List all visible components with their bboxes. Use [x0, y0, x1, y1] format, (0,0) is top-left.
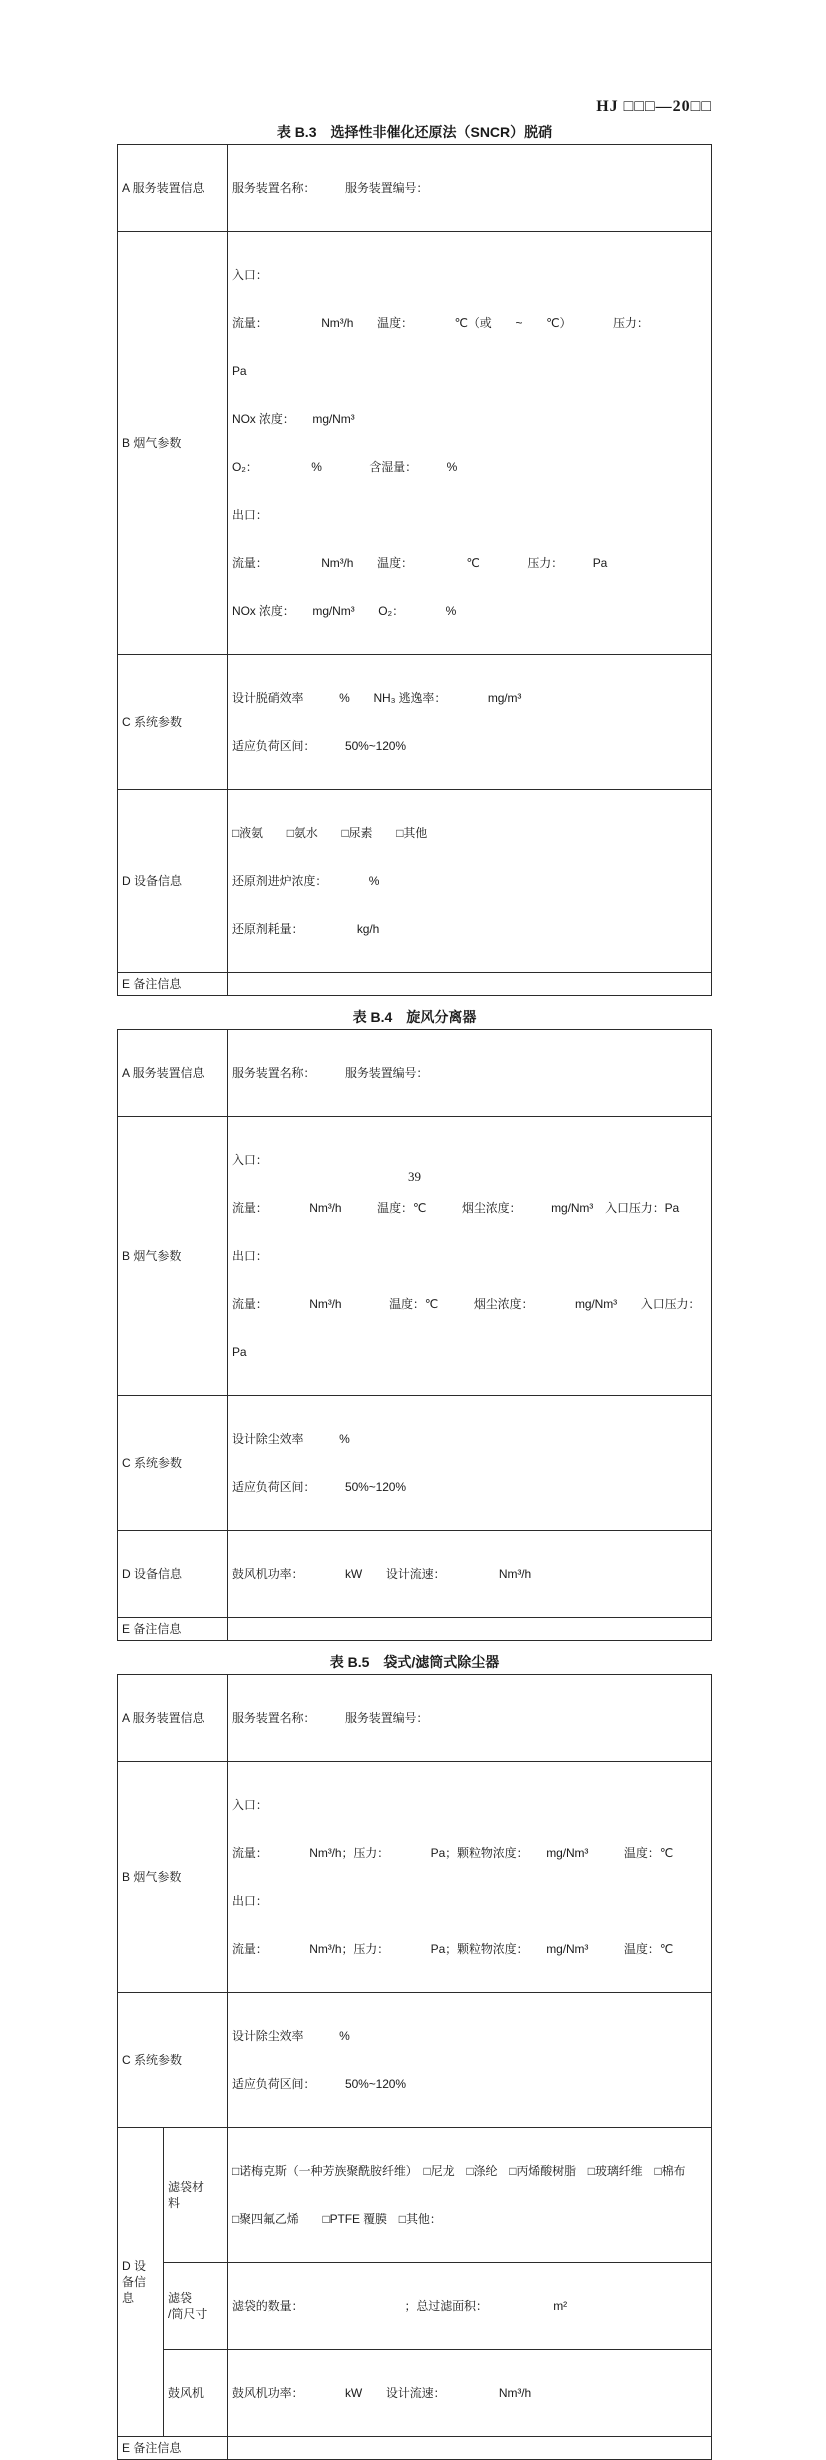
row-content-cell [228, 790, 712, 973]
content-line checkbox-options: □聚四氟乙烯 □PTFE 覆膜 □其他： [232, 2212, 442, 2226]
table-b3-title: 表 B.3 选择性非催化还原法（SNCR）脱硝 [276, 124, 553, 140]
table-row-e [118, 973, 712, 996]
row-content-cell [228, 1762, 712, 1993]
content-line: 滤袋的数量： ；总过滤面积： m² [232, 2299, 567, 2313]
row-label: B 烟气参数 [118, 1117, 228, 1396]
page-content [117, 97, 712, 2460]
content-line checkbox-options: □液氨 □氨水 □尿素 □其他 [232, 826, 428, 840]
row-label: E 备注信息 [118, 2437, 228, 2460]
table-row-d-bag-size [118, 2263, 712, 2350]
row-content-cell-empty [228, 973, 712, 996]
content-line: 设计除尘效率 % [232, 2029, 350, 2043]
row-content-cell-empty [228, 2437, 712, 2460]
content-line: O₂： % 含湿量： % [232, 460, 458, 474]
table-row-a [118, 145, 712, 232]
content-line: 服务装置名称： 服务装置编号： [232, 1711, 429, 1725]
row-label: C 系统参数 [118, 1993, 228, 2128]
content-line: 鼓风机功率： kW 设计流速： Nm³/h [232, 1567, 532, 1581]
table-row-a [118, 1030, 712, 1117]
table-row-d-blower [118, 2350, 712, 2437]
row-content-cell [228, 232, 712, 655]
row-content-cell [228, 1531, 712, 1618]
content-line: 出口： [232, 1894, 268, 1908]
content-line: 流量： Nm³/h 温度： ℃（或 ~ ℃） 压力： [232, 316, 649, 330]
table-b4-title: 表 B.4 旋风分离器 [352, 1009, 477, 1025]
content-line: 流量： Nm³/h；压力： Pa；颗粒物浓度： mg/Nm³ 温度：℃ [232, 1846, 674, 1860]
content-line: 入口： [232, 1798, 268, 1812]
table-row-d [118, 1531, 712, 1618]
content-line checkbox-options: □诺梅克斯（一种芳族聚酰胺纤维） □尼龙 □涤纶 □丙烯酸树脂 □玻璃纤维 □棉布 [232, 2164, 686, 2178]
content-line: NOx 浓度： mg/Nm³ [232, 412, 355, 426]
content-line: 流量： Nm³/h 温度：℃ 烟尘浓度： mg/Nm³ 入口压力：Pa [232, 1201, 680, 1215]
content-line: 适应负荷区间： 50%~120% [232, 1480, 406, 1494]
row-label: A 服务装置信息 [118, 1030, 228, 1117]
row-content-cell [228, 145, 712, 232]
table-row-d [118, 790, 712, 973]
row-content-cell [228, 2350, 712, 2437]
table-b5-title: 表 B.5 袋式/滤筒式除尘器 [329, 1654, 500, 1670]
row-label: D 设备信息 [118, 790, 228, 973]
content-line: 鼓风机功率： kW 设计流速： Nm³/h [232, 2386, 532, 2400]
table-row-e [118, 2437, 712, 2460]
row-content-cell [228, 2128, 712, 2263]
row-label: D 设备信息 [118, 1531, 228, 1618]
content-line: 服务装置名称： 服务装置编号： [232, 181, 429, 195]
row-content-cell [228, 1030, 712, 1117]
sub-row-label-filter-material: 滤袋材 料 [164, 2128, 228, 2263]
content-line: Pa [232, 1345, 247, 1359]
table-b5 [117, 1674, 712, 2460]
content-line: 入口： [232, 1153, 268, 1167]
content-line: 流量： Nm³/h 温度： ℃ 压力： Pa [232, 556, 608, 570]
content-line: 设计脱硝效率 % NH₃ 逃逸率： mg/m³ [232, 691, 522, 705]
table-row-d-filter-material [118, 2128, 712, 2263]
row-label: C 系统参数 [118, 655, 228, 790]
table-row-e [118, 1618, 712, 1641]
content-line: 设计除尘效率 % [232, 1432, 350, 1446]
doc-code: HJ □□□—20□□ [596, 98, 712, 115]
row-content-cell [228, 2263, 712, 2350]
sub-row-label-bag-size: 滤袋 /筒尺寸 [164, 2263, 228, 2350]
row-label: B 烟气参数 [118, 232, 228, 655]
row-content-cell [228, 655, 712, 790]
table-row-c [118, 655, 712, 790]
table-row-a [118, 1675, 712, 1762]
row-content-cell [228, 1117, 712, 1396]
content-line: 还原剂耗量： kg/h [232, 922, 380, 936]
content-line: 出口： [232, 1249, 268, 1263]
table-row-c [118, 1396, 712, 1531]
content-line: 适应负荷区间： 50%~120% [232, 2077, 406, 2091]
table-row-b [118, 232, 712, 655]
content-line: Pa [232, 364, 247, 378]
content-line: 适应负荷区间： 50%~120% [232, 739, 406, 753]
row-content-cell [228, 1993, 712, 2128]
row-content-cell [228, 1396, 712, 1531]
page-number: 39 [408, 1169, 421, 1184]
table-row-b [118, 1762, 712, 1993]
row-label: B 烟气参数 [118, 1762, 228, 1993]
row-label: C 系统参数 [118, 1396, 228, 1531]
content-line: 出口： [232, 508, 268, 522]
row-label: E 备注信息 [118, 1618, 228, 1641]
table-b4 [117, 1029, 712, 1641]
row-label: A 服务装置信息 [118, 145, 228, 232]
row-label-equipment-info: D 设 备信 息 [118, 2128, 164, 2437]
content-line: 入口： [232, 268, 268, 282]
content-line: 流量： Nm³/h 温度：℃ 烟尘浓度： mg/Nm³ 入口压力： [232, 1297, 701, 1311]
table-row-c [118, 1993, 712, 2128]
content-line: 流量： Nm³/h；压力： Pa；颗粒物浓度： mg/Nm³ 温度：℃ [232, 1942, 674, 1956]
table-row-b [118, 1117, 712, 1396]
sub-row-label-blower: 鼓风机 [164, 2350, 228, 2437]
row-label: A 服务装置信息 [118, 1675, 228, 1762]
content-line: 服务装置名称： 服务装置编号： [232, 1066, 429, 1080]
row-content-cell-empty [228, 1618, 712, 1641]
content-line: NOx 浓度： mg/Nm³ O₂： % [232, 604, 457, 618]
content-line: 还原剂进炉浓度： % [232, 874, 380, 888]
row-label: E 备注信息 [118, 973, 228, 996]
table-b3 [117, 144, 712, 996]
row-content-cell [228, 1675, 712, 1762]
